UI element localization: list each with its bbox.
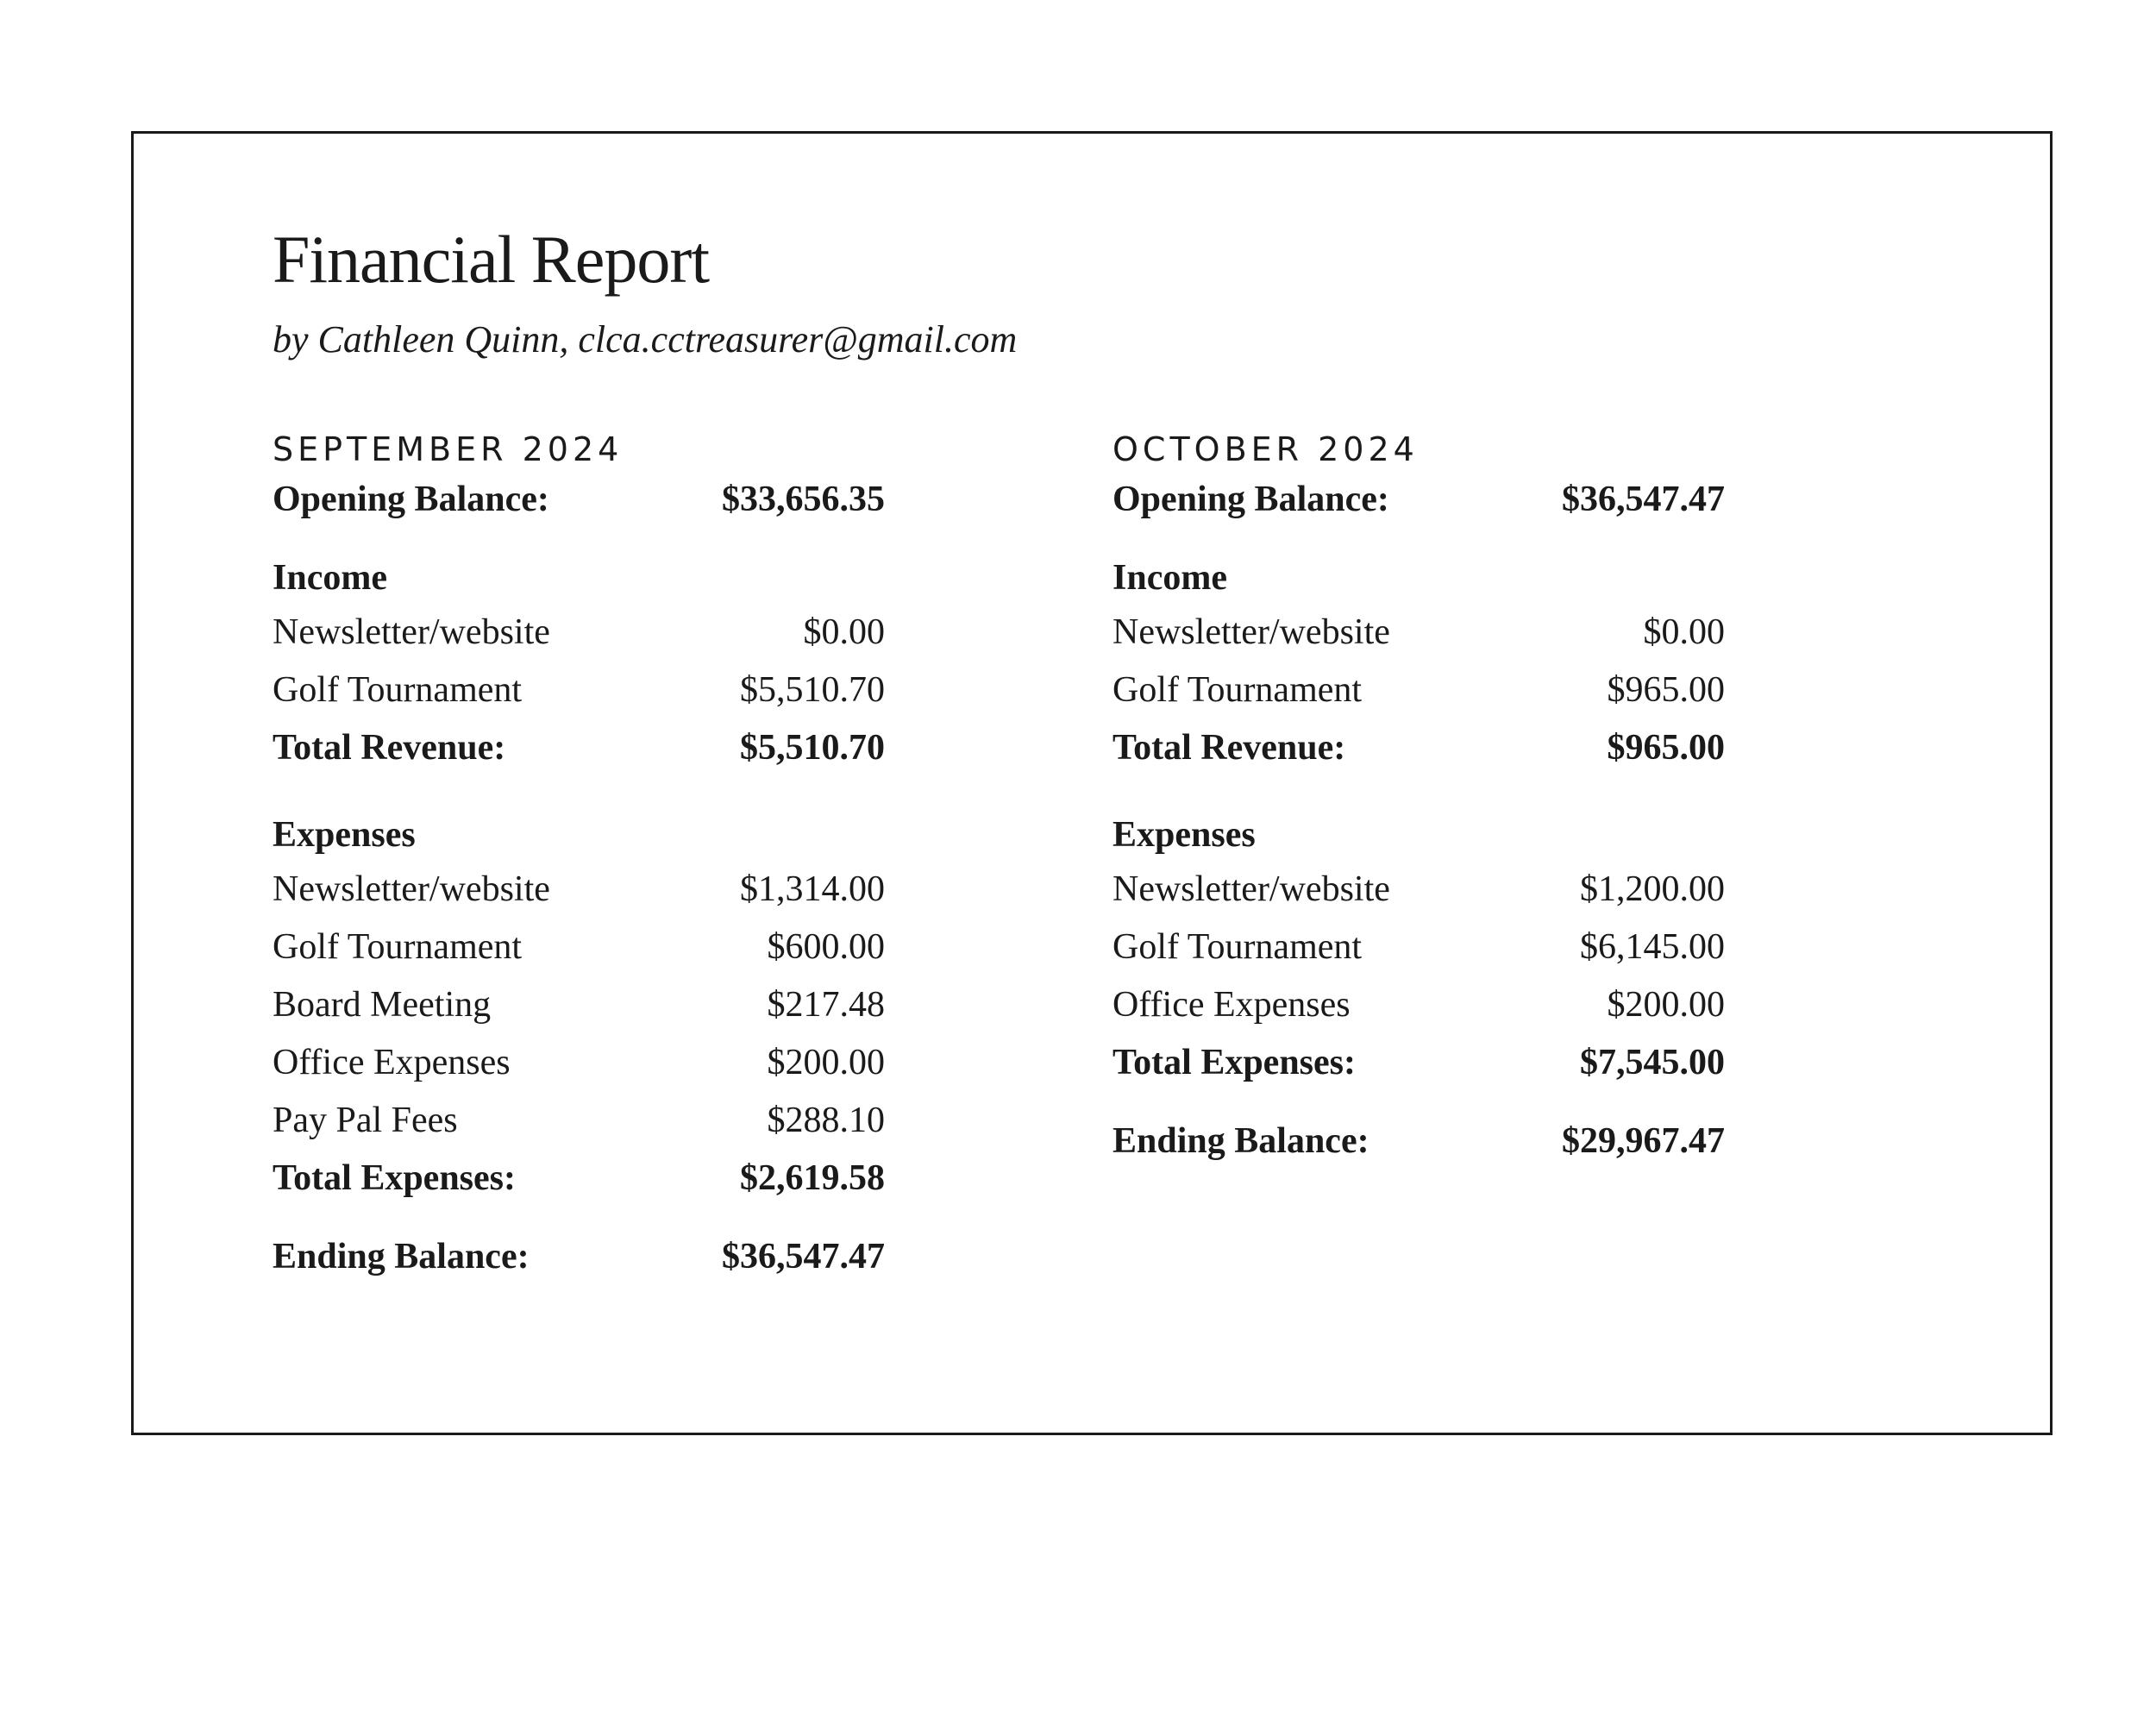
total-revenue-row [273,719,885,777]
table-row [273,919,885,976]
row-label: Opening Balance: [1112,480,1389,519]
table-row [273,976,885,1034]
row-label: Office Expenses [1112,985,1351,1025]
row-amount: $29,967.47 [1562,1121,1725,1161]
table-row [273,861,885,919]
row-label: Golf Tournament [273,927,523,967]
row-amount: $36,547.47 [722,1237,885,1276]
row-amount: $1,200.00 [1580,869,1725,909]
row-amount: $0.00 [1643,612,1725,652]
october-column [1112,428,1725,1170]
row-label: Ending Balance: [1112,1121,1369,1161]
table-row [273,1034,885,1092]
opening-balance-row [273,471,885,529]
row-label: Newsletter/website [273,612,550,652]
row-amount: $1,314.00 [740,869,885,909]
byline: by Cathleen Quinn, clca.cctreasurer@gmail.com [273,318,1018,361]
table-row [1112,919,1725,976]
table-row [1112,861,1725,919]
row-label: Newsletter/website [1112,869,1390,909]
total-revenue-row [1112,719,1725,777]
opening-balance-row [1112,471,1725,529]
row-label: Newsletter/website [273,869,550,909]
table-row [273,1092,885,1150]
month-heading: OCTOBER 2024 [1112,430,1419,468]
row-label: Golf Tournament [1112,670,1363,710]
row-amount: $36,547.47 [1562,480,1725,519]
total-expenses-row [1112,1034,1725,1092]
row-amount: $0.00 [803,612,885,652]
row-amount: $5,510.70 [740,670,885,710]
row-label: Golf Tournament [1112,927,1363,967]
table-row [1112,662,1725,719]
row-amount: $288.10 [767,1101,885,1140]
row-label: Total Expenses: [1112,1043,1357,1082]
row-amount: $5,510.70 [740,728,885,768]
row-amount: $6,145.00 [1580,927,1725,967]
ending-balance-row [1112,1113,1725,1170]
row-label: Golf Tournament [273,670,523,710]
income-heading: Income [1112,558,1227,598]
row-amount: $7,545.00 [1580,1043,1725,1082]
row-amount: $200.00 [767,1043,885,1082]
row-amount: $200.00 [1607,985,1725,1025]
september-column [273,428,885,1286]
row-amount: $2,619.58 [740,1158,885,1198]
table-row [273,604,885,662]
row-label: Newsletter/website [1112,612,1390,652]
row-label: Total Revenue: [273,728,506,768]
table-row [1112,604,1725,662]
row-amount: $965.00 [1607,670,1725,710]
row-label: Total Expenses: [273,1158,517,1198]
total-expenses-row [273,1150,885,1208]
row-amount: $217.48 [767,985,885,1025]
row-label: Opening Balance: [273,480,549,519]
ending-balance-row [273,1228,885,1286]
row-label: Pay Pal Fees [273,1101,458,1140]
expenses-heading: Expenses [1112,815,1256,855]
page-title: Financial Report [273,222,710,297]
expenses-heading: Expenses [273,815,416,855]
row-amount: $965.00 [1607,728,1725,768]
income-heading: Income [273,558,387,598]
row-label: Total Revenue: [1112,728,1346,768]
row-amount: $33,656.35 [722,480,885,519]
row-amount: $600.00 [767,927,885,967]
table-row [1112,976,1725,1034]
month-heading: SEPTEMBER 2024 [273,430,624,468]
table-row [273,662,885,719]
row-label: Ending Balance: [273,1237,530,1276]
row-label: Board Meeting [273,985,492,1025]
row-label: Office Expenses [273,1043,511,1082]
